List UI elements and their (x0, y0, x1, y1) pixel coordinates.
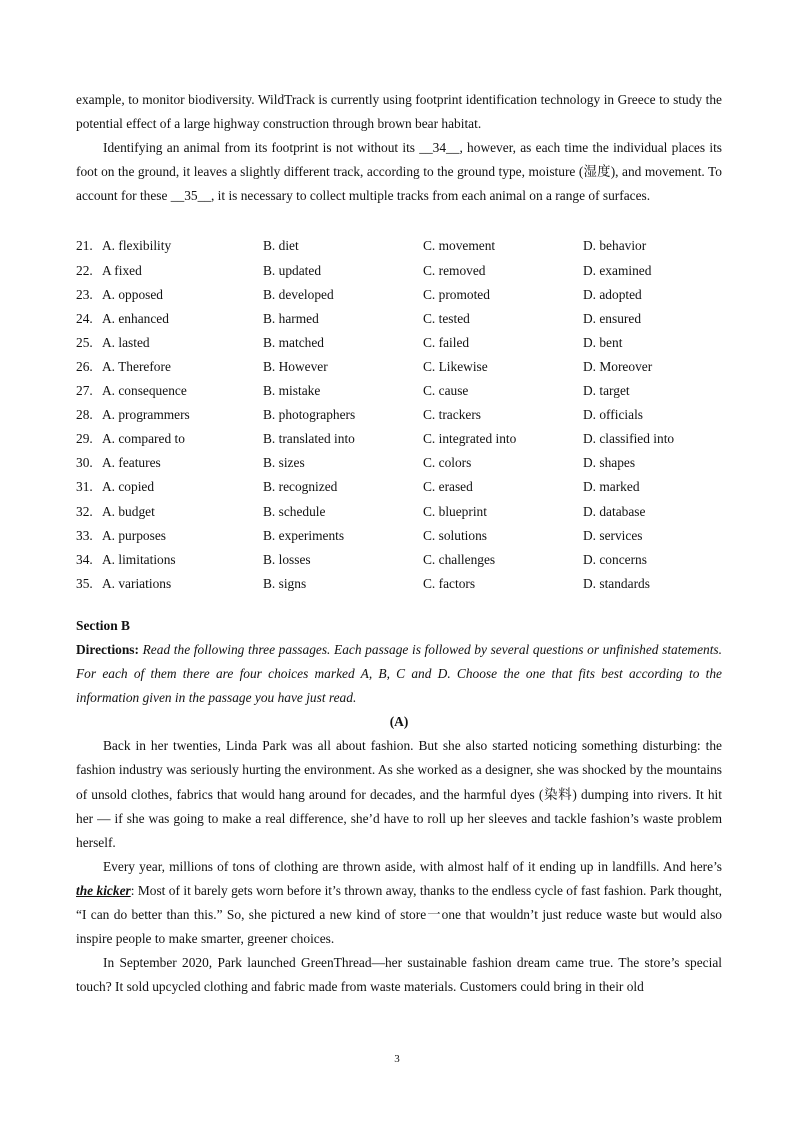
option-d: D. shapes (583, 455, 636, 471)
directions-label: Directions: (76, 641, 139, 657)
option-a: A. consequence (102, 383, 187, 399)
question-number: 28. (76, 407, 93, 423)
option-c: C. failed (423, 334, 470, 350)
option-row (76, 234, 722, 258)
question-number: 23. (76, 286, 93, 302)
option-a: A. programmers (102, 407, 190, 423)
option-row (76, 307, 722, 331)
option-a: A. purposes (102, 527, 166, 543)
option-b: B. translated into (263, 431, 355, 447)
question-number: 25. (76, 334, 93, 350)
option-row (76, 548, 722, 572)
directions-text: Read the following three passages. Each passage is followed by several questions or unfinished statements. For each of them there are four choices marked A, B, C and D. Choose the one that fits best according to the information given in the passage you have just read. (76, 641, 722, 706)
option-a: A fixed (102, 262, 142, 278)
option-d: D. officials (583, 407, 643, 423)
option-row (76, 500, 722, 524)
option-row (76, 572, 722, 596)
question-number: 22. (76, 262, 93, 278)
question-number: 24. (76, 310, 93, 326)
question-number: 30. (76, 455, 93, 471)
question-number: 33. (76, 527, 93, 543)
option-row (76, 259, 722, 283)
option-row (76, 283, 722, 307)
option-d: D. behavior (583, 238, 647, 254)
question-number: 31. (76, 479, 93, 495)
option-b: B. schedule (263, 503, 326, 519)
option-row (76, 379, 722, 403)
paragraph-top-2: Identifying an animal from its footprint is not without its __34__, however, as each time the individual places its foot on the ground, it leaves a slightly different track, according to the ground type, moisture (湿度), and movement. To account for these __35__, it is necessary to collect multiple tracks from each animal on a range of surfaces. (76, 140, 722, 204)
question-number: 21. (76, 238, 93, 254)
option-c: C. integrated into (423, 431, 517, 447)
option-c: C. factors (423, 575, 476, 591)
passage-a-title: (A) (389, 714, 409, 730)
options-list (76, 234, 722, 595)
option-c: C. solutions (423, 527, 487, 543)
passage-a-paragraph-1: Back in her twenties, Linda Park was all about fashion. But she also started noticing something disturbing: the fashion industry was seriously hurting the environment. As she worked as a designer, she was shocked by the mountains of unsold clothes, fabrics that would hang around for decades, and the harmful dyes (染料) dumping into rivers. It hit her — if she was going to make a real difference, she’d have to roll up her sleeves and tackle fashion’s waste problem herself. (76, 738, 722, 850)
option-row (76, 475, 722, 499)
question-number: 32. (76, 503, 93, 519)
option-row (76, 524, 722, 548)
document-page (76, 88, 722, 999)
option-a: A. compared to (102, 431, 185, 447)
option-d: D. standards (583, 575, 650, 591)
option-d: D. target (583, 383, 630, 399)
option-d: D. bent (583, 334, 623, 350)
option-c: C. colors (423, 455, 472, 471)
option-d: D. ensured (583, 310, 642, 326)
option-b: B. harmed (263, 310, 319, 326)
directions (76, 638, 722, 710)
p2-after: : Most of it barely gets worn before it’s thrown away, thanks to the endless cycle of fast fashion. Park thought, “I can do better than this.” So, she pictured a new kind of store一one that wouldn’t just reduce waste but would also inspire people to make smarter, greener choices. (76, 882, 722, 947)
option-d: D. services (583, 527, 643, 543)
option-c: C. Likewise (423, 358, 488, 374)
option-a: A. enhanced (102, 310, 169, 326)
option-d: D. database (583, 503, 646, 519)
option-c: C. removed (423, 262, 486, 278)
option-a: A. budget (102, 503, 155, 519)
option-a: A. variations (102, 575, 172, 591)
option-c: C. cause (423, 383, 469, 399)
option-row (76, 427, 722, 451)
option-a: A. limitations (102, 551, 176, 567)
option-b: B. diet (263, 238, 299, 254)
option-c: C. tested (423, 310, 470, 326)
option-b: B. sizes (263, 455, 305, 471)
option-b: B. developed (263, 286, 334, 302)
spacer (76, 208, 722, 230)
option-b: B. updated (263, 262, 322, 278)
option-c: C. trackers (423, 407, 482, 423)
option-a: A. features (102, 455, 161, 471)
option-b: B. losses (263, 551, 311, 567)
option-a: A. opposed (102, 286, 163, 302)
question-number: 27. (76, 383, 93, 399)
option-d: D. concerns (583, 551, 647, 567)
option-b: B. However (263, 358, 328, 374)
option-b: B. mistake (263, 383, 321, 399)
option-c: C. blueprint (423, 503, 487, 519)
page-number: 3 (394, 1053, 400, 1065)
option-d: D. examined (583, 262, 652, 278)
option-row (76, 451, 722, 475)
option-row (76, 403, 722, 427)
question-number: 26. (76, 358, 93, 374)
option-c: C. challenges (423, 551, 496, 567)
option-a: A. Therefore (102, 358, 171, 374)
option-d: D. Moreover (583, 358, 653, 374)
option-a: A. flexibility (102, 238, 172, 254)
option-b: B. matched (263, 334, 324, 350)
option-b: B. photographers (263, 407, 356, 423)
option-c: C. movement (423, 238, 496, 254)
question-number: 34. (76, 551, 93, 567)
option-a: A. copied (102, 479, 155, 495)
p2-before: Every year, millions of tons of clothing are thrown aside, with almost half of it ending up in landfills. And here’s (103, 858, 722, 874)
option-c: C. promoted (423, 286, 490, 302)
option-b: B. experiments (263, 527, 345, 543)
kicker-phrase: the kicker (76, 882, 131, 898)
passage-a-paragraph-3: In September 2020, Park launched GreenThread—her sustainable fashion dream came true. The store’s special touch? It sold upcycled clothing and fabric made from waste materials. Customers could bring in their old (76, 955, 722, 995)
option-d: D. marked (583, 479, 640, 495)
option-row (76, 355, 722, 379)
passage-a-paragraph-2 (76, 855, 722, 951)
option-a: A. lasted (102, 334, 150, 350)
option-b: B. recognized (263, 479, 338, 495)
paragraph-top-1: example, to monitor biodiversity. WildTrack is currently using footprint identification technology in Greece to study the potential effect of a large highway construction through brown bear habitat. (76, 92, 722, 132)
section-b-title: Section B (76, 617, 130, 633)
question-number: 29. (76, 431, 93, 447)
option-row (76, 331, 722, 355)
question-number: 35. (76, 575, 93, 591)
option-b: B. signs (263, 575, 307, 591)
option-d: D. adopted (583, 286, 642, 302)
option-c: C. erased (423, 479, 473, 495)
option-d: D. classified into (583, 431, 675, 447)
